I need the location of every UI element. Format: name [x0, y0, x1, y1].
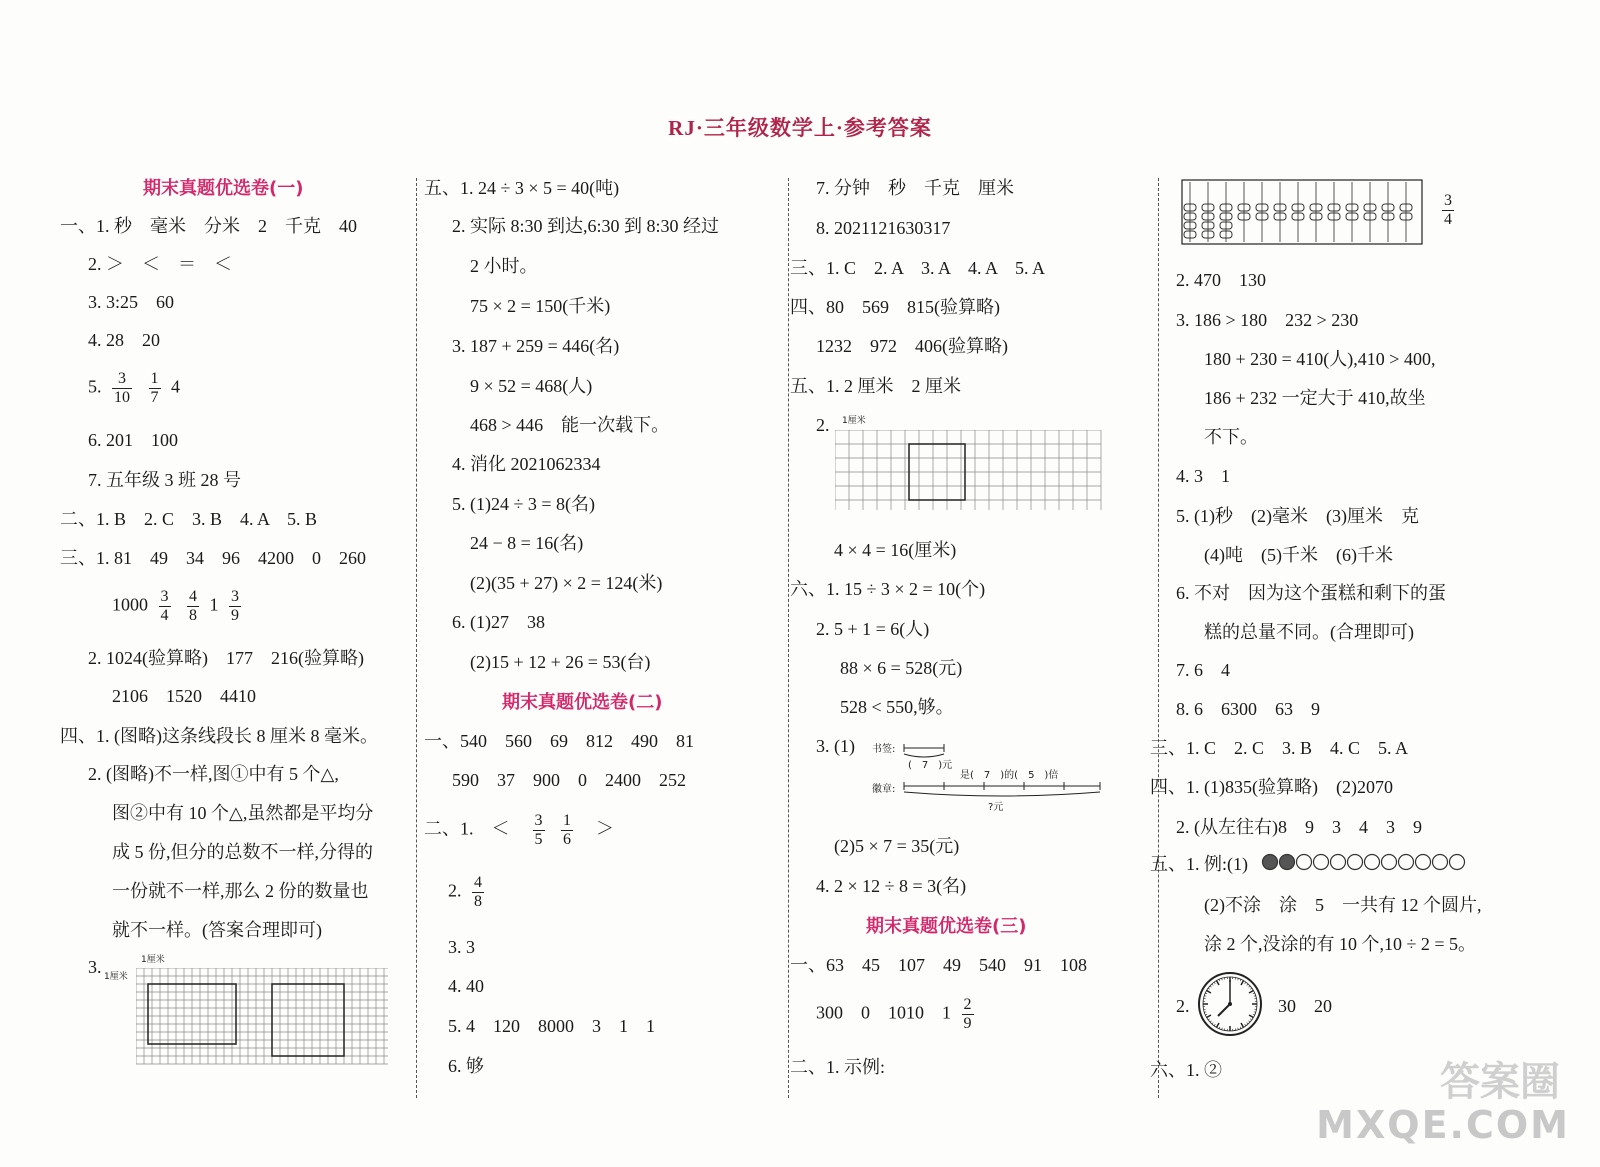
watermark-logo: 答案圈 — [1440, 1059, 1560, 1105]
section-heading: 期末真题优选卷(二) — [502, 692, 663, 713]
answer-line: 4 × 4 = 16(厘米) — [834, 540, 957, 560]
answer-line: 3. 3 — [448, 937, 475, 957]
empty-chip — [1348, 855, 1363, 870]
answer-line: 75 × 2 = 150(千米) — [470, 296, 611, 316]
answer-line: 3. — [88, 957, 102, 977]
answer-line: 7. 分钟 秒 千克 厘米 — [816, 178, 1014, 198]
answer-line — [448, 874, 490, 911]
section-heading: 期末真题优选卷(一) — [143, 178, 304, 199]
circle-chips — [1260, 850, 1480, 874]
answer-line: 2. — [816, 415, 830, 435]
value: 300 0 1010 1 — [816, 1002, 951, 1023]
answer-line: 3. (1) — [816, 736, 855, 756]
fraction — [229, 588, 241, 625]
clock-tick — [1249, 986, 1250, 987]
watermark-url: MXQE.COM — [1316, 1103, 1570, 1147]
answer-line: 528 < 550,够。 — [840, 697, 954, 717]
empty-chip — [1399, 855, 1414, 870]
clock-tick — [1222, 1028, 1223, 1030]
clock-tick — [1238, 978, 1239, 980]
clock-tick — [1210, 1021, 1211, 1022]
denominator: 5 — [534, 831, 543, 848]
filled-chip — [1280, 855, 1295, 870]
answer-line: 30 20 — [1278, 996, 1332, 1016]
numerator: 3 — [534, 812, 543, 829]
clock-tick — [1238, 1028, 1239, 1030]
answer-line: 1232 972 406(验算略) — [816, 336, 1008, 356]
answer-line — [424, 812, 614, 849]
answer-line: 三、1. C 2. C 3. B 4. C 5. A — [1150, 738, 1409, 758]
empty-chip — [1450, 855, 1465, 870]
denominator: 4 — [160, 607, 169, 624]
answer-line: 6. 201 100 — [88, 430, 178, 450]
clock-tick — [1214, 982, 1215, 984]
clock-tick — [1245, 1024, 1246, 1026]
clock-tick — [1214, 1024, 1215, 1026]
answer-line: 8. 2021121630317 — [816, 218, 951, 238]
value: 4 — [171, 376, 180, 397]
answer-line: 二、1. 示例: — [790, 1057, 886, 1077]
clock-tick — [1254, 1012, 1256, 1013]
empty-chip — [1416, 855, 1431, 870]
column-divider-2 — [788, 178, 789, 1098]
answer-line: 涂 2 个,没涂的有 10 个,10 ÷ 2 = 5。 — [1204, 934, 1477, 954]
clock-tick — [1222, 978, 1223, 980]
denominator: 9 — [963, 1015, 972, 1032]
empty-chip — [1382, 855, 1397, 870]
answer-line: 2. (图略)不一样,图①中有 5 个△, — [88, 764, 339, 784]
clock-tick — [1241, 1023, 1244, 1027]
answer-line: 成 5 份,但分的总数不一样,分得的 — [112, 842, 373, 862]
clock-tick — [1212, 1023, 1213, 1024]
denominator: 8 — [189, 607, 197, 624]
clock-tick — [1204, 1012, 1206, 1013]
answer-line: 六、1. 15 ÷ 3 × 2 = 10(个) — [790, 579, 986, 599]
answer-line: 6. 不对 因为这个蛋糕和剩下的蛋 — [1176, 583, 1446, 603]
clock-tick — [1208, 988, 1210, 989]
answer-line: (2)5 × 7 = 35(元) — [834, 836, 960, 856]
answer-line: (2)不涂 涂 5 一共有 12 个圆片, — [1204, 895, 1482, 915]
numerator: 1 — [150, 370, 159, 387]
numerator: 3 — [1444, 192, 1452, 209]
answer-line: 2. (从左往右)8 9 3 4 3 9 — [1176, 817, 1422, 837]
fraction — [561, 812, 573, 849]
fraction — [187, 588, 199, 625]
diagram-label-bookmark: 书签: — [872, 744, 896, 755]
numerator: 4 — [189, 588, 197, 605]
answer-line: 一、1. 秒 毫米 分米 2 千克 40 — [60, 216, 357, 236]
label: 二、1. ＜ — [424, 818, 510, 839]
value: 1000 — [112, 594, 148, 615]
answer-line: 四、80 569 815(验算略) — [790, 297, 1000, 317]
answer-line: 4. 40 — [448, 976, 484, 996]
answer-line: (2)15 + 12 + 26 = 53(台) — [470, 652, 651, 672]
answer-line: 四、1. (1)835(验算略) (2)2070 — [1150, 777, 1393, 797]
column-divider-3 — [1158, 178, 1159, 1098]
clock-tick — [1245, 982, 1246, 984]
diagram-label-unknown: ?元 — [988, 802, 1004, 813]
label: 2. — [448, 880, 462, 901]
denominator: 10 — [114, 389, 130, 406]
clock-tick — [1210, 986, 1211, 987]
grid-unit-label: 1厘米 — [141, 955, 165, 965]
clock-tick — [1247, 1023, 1248, 1024]
empty-chip — [1314, 855, 1329, 870]
answer-line: 4. 28 20 — [88, 330, 160, 350]
fraction — [112, 370, 132, 407]
clock-tick — [1212, 984, 1213, 985]
clock-tick — [1249, 1015, 1253, 1018]
answer-line: 2. 5 + 1 = 6(人) — [816, 619, 930, 639]
answer-line: 2. ＞ ＜ ＝ ＜ — [88, 254, 232, 274]
answer-line: 五、1. 24 ÷ 3 × 5 = 40(吨) — [424, 178, 620, 198]
value: ＞ — [596, 818, 614, 839]
answer-line: 三、1. C 2. A 3. A 4. A 5. A — [790, 258, 1046, 278]
clock-tick — [1250, 988, 1252, 989]
label: 5. — [88, 376, 102, 397]
abacus-figure — [1180, 178, 1425, 246]
denominator: 9 — [231, 607, 239, 624]
answer-line: 2. 470 130 — [1176, 270, 1266, 290]
clock-tick — [1207, 991, 1211, 994]
answer-line: 6. 够 — [448, 1056, 484, 1076]
answer-line: 5. 4 120 8000 3 1 1 — [448, 1016, 655, 1036]
clock-tick — [1219, 1027, 1220, 1029]
fraction — [472, 874, 484, 911]
clock-tick — [1205, 993, 1207, 994]
answer-line: 180 + 230 = 410(人),410 > 400, — [1204, 349, 1436, 369]
diagram-label-badge: 徽章: — [872, 784, 896, 795]
answer-line: 5. (1)24 ÷ 3 = 8(名) — [452, 494, 596, 514]
answer-line: 88 × 6 = 528(元) — [840, 658, 963, 678]
clock-tick — [1249, 1021, 1250, 1022]
answer-line: 186 + 232 一定大于 410,故坐 — [1204, 388, 1426, 408]
clock-tick — [1205, 1014, 1207, 1015]
answer-line: 一、540 560 69 812 490 81 — [424, 731, 694, 751]
answer-line: 不下。 — [1204, 427, 1258, 447]
answer-line: 一、63 45 107 49 540 91 108 — [790, 955, 1087, 975]
empty-chip — [1331, 855, 1346, 870]
clock-tick — [1204, 996, 1206, 997]
denominator: 8 — [474, 893, 482, 910]
answer-line: 一份就不一样,那么 2 份的数量也 — [112, 881, 369, 901]
filled-chip — [1263, 855, 1278, 870]
fraction — [159, 588, 171, 625]
clock-tick — [1250, 1019, 1252, 1020]
answer-line: 5. (1)秒 (2)毫米 (3)厘米 克 — [1176, 506, 1419, 526]
answer-line: (2)(35 + 27) × 2 = 124(米) — [470, 573, 663, 593]
answer-line — [88, 370, 180, 407]
fraction — [962, 996, 974, 1033]
grid-unit-label: 1厘米 — [104, 972, 128, 982]
diagram-label-relation: 是( 7 )的( 5 )倍 — [960, 770, 1059, 781]
clock-tick — [1253, 1014, 1255, 1015]
answer-line: 图②中有 10 个△,虽然都是平均分 — [112, 803, 374, 823]
answer-line: 就不一样。(答案合理即可) — [112, 920, 322, 940]
answer-line: (4)吨 (5)千米 (6)千米 — [1204, 545, 1393, 565]
answer-line: 6. (1)27 38 — [452, 612, 545, 632]
answer-line: 3. 3:25 60 — [88, 292, 175, 312]
answer-line: 3. 186 > 180 232 > 230 — [1176, 310, 1359, 330]
answer-line: 二、1. B 2. C 3. B 4. A 5. B — [60, 509, 318, 529]
column-divider-1 — [416, 178, 417, 1098]
numerator: 2 — [963, 996, 972, 1013]
numerator: 4 — [474, 874, 482, 891]
answer-line: 三、1. 81 49 34 96 4200 0 260 — [60, 548, 366, 568]
answer-line — [112, 588, 247, 625]
clock-tick — [1217, 1023, 1220, 1027]
numerator: 1 — [563, 812, 571, 829]
clock-icon — [1196, 970, 1264, 1038]
answer-line: 六、1. ② — [1150, 1060, 1222, 1080]
denominator: 7 — [150, 389, 159, 406]
clock-tick — [1219, 979, 1220, 981]
clock-tick — [1240, 979, 1241, 981]
answer-line: 7. 五年级 3 班 28 号 — [88, 470, 241, 490]
fraction — [533, 812, 545, 849]
fraction — [1442, 192, 1454, 229]
clock-tick — [1240, 1027, 1241, 1029]
diagram-label-price: ( 7 )元 — [908, 760, 953, 771]
answer-line: 糕的总量不同。(合理即可) — [1204, 622, 1414, 642]
answer-line: 3. 187 + 259 = 446(名) — [452, 336, 620, 356]
grid-figure — [136, 968, 394, 1068]
answer-line: 590 37 900 0 2400 252 — [452, 770, 686, 790]
denominator: 4 — [1444, 211, 1452, 228]
answer-line: 4. 3 1 — [1176, 466, 1230, 486]
answer-line — [816, 996, 980, 1033]
answer-line: 四、1. (图略)这条线段长 8 厘米 8 毫米。 — [60, 726, 378, 746]
numerator: 3 — [112, 370, 132, 389]
answer-line: 8. 6 6300 63 9 — [1176, 699, 1320, 719]
page-title: RJ·三年级数学上·参考答案 — [668, 116, 932, 140]
answer-line: 2. 实际 8:30 到达,6:30 到 8:30 经过 — [452, 216, 720, 236]
value: 1 — [209, 594, 219, 615]
answer-line: 4. 2 × 12 ÷ 8 = 3(名) — [816, 876, 967, 896]
answer-line: 2 小时。 — [470, 256, 538, 276]
clock-tick — [1253, 993, 1255, 994]
grid-figure — [835, 430, 1107, 514]
answer-line: 五、1. 例:(1) — [1150, 854, 1248, 874]
answer-line: 五、1. 2 厘米 2 厘米 — [790, 376, 961, 396]
empty-chip — [1433, 855, 1448, 870]
answer-line: 24 − 8 = 16(名) — [470, 533, 584, 553]
clock-tick — [1207, 1015, 1211, 1018]
clock-tick — [1241, 981, 1244, 985]
clock-tick — [1249, 991, 1253, 994]
grid-unit-label: 1厘米 — [842, 416, 866, 426]
clock-tick — [1247, 984, 1248, 985]
answer-line: 4. 消化 2021062334 — [452, 454, 601, 474]
clock-tick — [1254, 996, 1256, 997]
clock-tick — [1217, 981, 1220, 985]
fraction-answer — [1436, 192, 1460, 229]
answer-line: 2. — [1176, 996, 1190, 1016]
answer-line: 468 > 446 能一次载下。 — [470, 415, 670, 435]
answer-line: 2. 1024(验算略) 177 216(验算略) — [88, 648, 364, 668]
empty-chip — [1365, 855, 1380, 870]
answer-line: 9 × 52 = 468(人) — [470, 376, 593, 396]
section-heading: 期末真题优选卷(三) — [866, 916, 1027, 937]
numerator: 3 — [160, 588, 169, 605]
denominator: 6 — [563, 831, 571, 848]
answer-line: 2106 1520 4410 — [112, 686, 256, 706]
empty-chip — [1297, 855, 1312, 870]
numerator: 3 — [231, 588, 239, 605]
clock-tick — [1208, 1019, 1210, 1020]
fraction — [149, 370, 161, 407]
answer-line: 7. 6 4 — [1176, 660, 1230, 680]
segment-diagram — [900, 742, 1105, 802]
